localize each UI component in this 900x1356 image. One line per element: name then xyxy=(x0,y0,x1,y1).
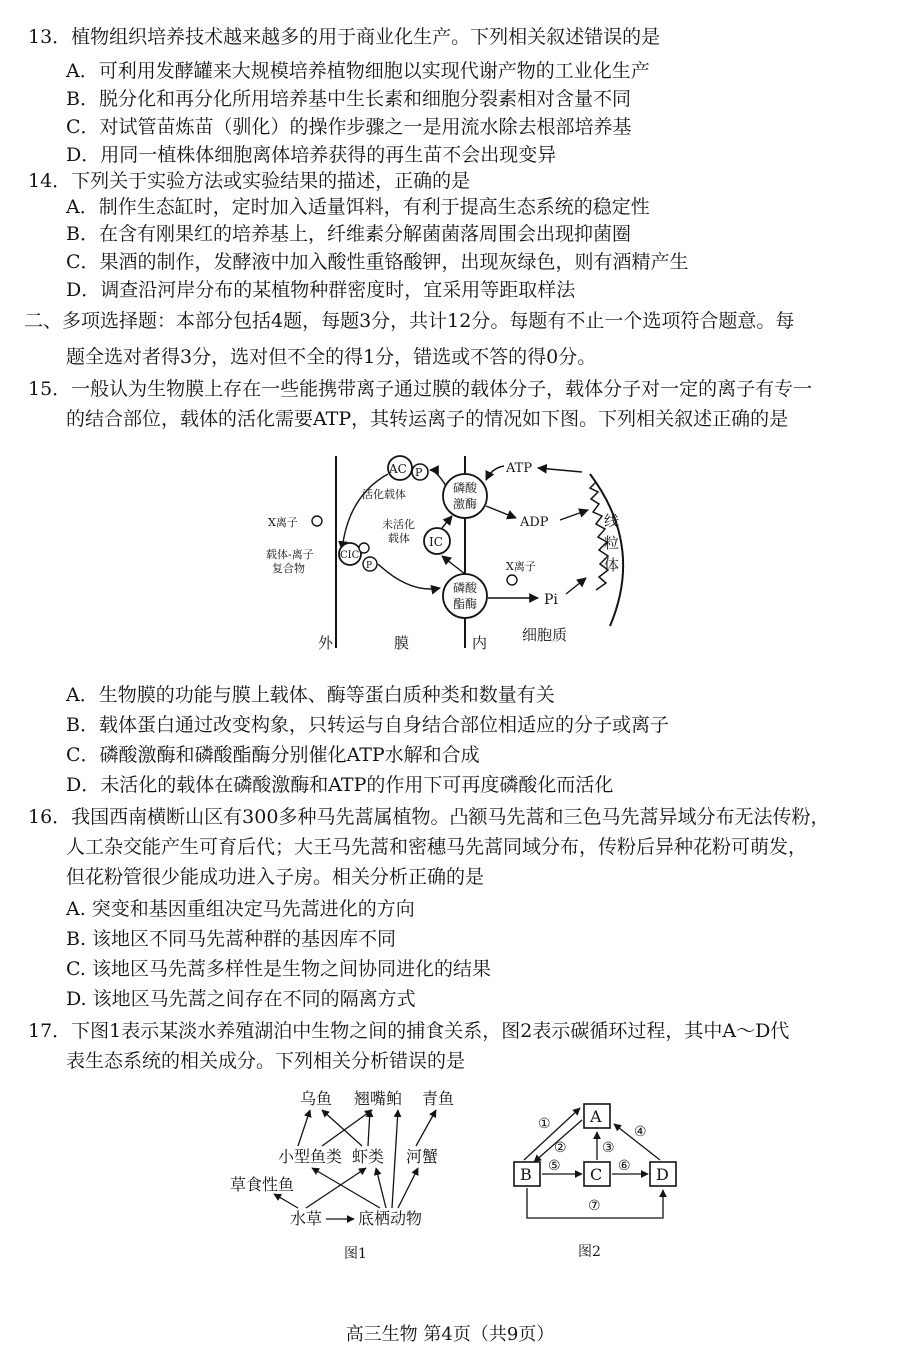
q13-stem: 13．植物组织培养技术越来越多的用于商业化生产。下列相关叙述错误的是 xyxy=(28,26,661,48)
esterase-label-2: 酯酶 xyxy=(453,597,478,611)
section2-heading-line1: 二、多项选择题：本部分包括4题，每题3分，共计12分。每题有不止一个选项符合题意。每 xyxy=(24,310,795,332)
q17-stem-line2: 表生态系统的相关成分。下列相关分析错误的是 xyxy=(66,1050,466,1072)
node-qingyu: 青鱼 xyxy=(422,1089,455,1108)
q15-option-d: D．未活化的载体在磷酸激酶和ATP的作用下可再度磷酸化而活化 xyxy=(66,774,614,796)
x-ion-inside-label: X离子 xyxy=(506,560,536,573)
q16-option-d: D. 该地区马先蒿之间存在不同的隔离方式 xyxy=(66,988,416,1010)
arrow-label-3: ③ xyxy=(602,1140,615,1156)
inactive-carrier-label-2: 载体 xyxy=(388,532,410,545)
q16-option-c: C. 该地区马先蒿多样性是生物之间协同进化的结果 xyxy=(66,958,491,980)
node-xialei: 虾类 xyxy=(352,1147,385,1166)
q16-stem-line1: 16．我国西南横断山区有300多种马先蒿属植物。凸额马先蒿和三色马先蒿异域分布无法传粉， xyxy=(28,806,830,828)
page-footer: 高三生物 第4页（共9页） xyxy=(345,1324,555,1345)
arrow-label-7: ⑦ xyxy=(588,1198,601,1214)
cic-p-label: P xyxy=(366,561,373,571)
complex-label-2: 复合物 xyxy=(272,562,305,575)
ac-label: AC xyxy=(389,462,407,476)
q15-option-c: C．磷酸激酶和磷酸酯酶分别催化ATP水解和合成 xyxy=(66,744,480,766)
q16-option-a: A. 突变和基因重组决定马先蒿进化的方向 xyxy=(66,898,415,920)
q15-option-a: A．生物膜的功能与膜上载体、酶等蛋白质种类和数量有关 xyxy=(66,684,555,706)
q14-option-a: A．制作生态缸时，定时加入适量饵料，有利于提高生态系统的稳定性 xyxy=(66,196,650,218)
q14-option-c: C．果酒的制作，发酵液中加入酸性重铬酸钾，出现灰绿色，则有酒精产生 xyxy=(66,251,689,273)
box-c: C xyxy=(590,1165,603,1184)
esterase-label-1: 磷酸 xyxy=(453,581,478,595)
q16-option-b: B. 该地区不同马先蒿种群的基因库不同 xyxy=(66,928,397,950)
q17-carbon-cycle-figure xyxy=(500,1090,700,1262)
arrow-label-1: ① xyxy=(538,1116,551,1132)
node-xiaoxingyu: 小型鱼类 xyxy=(278,1147,343,1166)
q14-option-b: B．在含有刚果红的培养基上，纤维素分解菌菌落周围会出现抑菌圈 xyxy=(66,223,631,245)
inside-label: 内 xyxy=(472,634,488,652)
atp-label: ATP xyxy=(506,461,533,476)
mito-label-1: 线 xyxy=(604,512,620,530)
q13-option-d: D．用同一植株体细胞离体培养获得的再生苗不会出现变异 xyxy=(66,144,557,166)
kinase-label-2: 激酶 xyxy=(453,497,478,511)
ac-p-label: P xyxy=(415,466,423,479)
node-wuyu: 乌鱼 xyxy=(300,1089,333,1108)
q16-stem-line2: 人工杂交能产生可育后代；大王马先蒿和密穗马先蒿同域分布，传粉后异种花粉可萌发， xyxy=(66,836,808,858)
membrane-label: 膜 xyxy=(394,634,410,652)
mito-label-3: 体 xyxy=(604,556,620,574)
kinase-label-1: 磷酸 xyxy=(453,481,478,495)
cic-label: CIC xyxy=(340,550,360,561)
q17-food-web-figure xyxy=(226,1082,476,1262)
node-qiaozuibo: 翘嘴鲌 xyxy=(354,1089,403,1108)
q14-stem: 14．下列关于实验方法或实验结果的描述，正确的是 xyxy=(28,170,471,192)
x-ion-outside-label: X离子 xyxy=(268,516,298,529)
arrow-label-5: ⑤ xyxy=(548,1158,561,1174)
q15-stem-line2: 的结合部位，载体的活化需要ATP，其转运离子的情况如下图。下列相关叙述正确的是 xyxy=(66,408,789,430)
mito-label-2: 粒 xyxy=(604,534,620,552)
outside-label: 外 xyxy=(318,634,334,652)
q15-stem-line1: 15．一般认为生物膜上存在一些能携带离子通过膜的载体分子，载体分子对一定的离子有专一 xyxy=(28,378,813,400)
fig2-caption: 图2 xyxy=(578,1244,601,1260)
activated-carrier-label: 活化载体 xyxy=(362,488,406,501)
inactive-carrier-label-1: 未活化 xyxy=(382,518,415,531)
q15-membrane-transport-figure xyxy=(260,446,650,662)
box-a: A xyxy=(590,1107,602,1126)
cytoplasm-label: 细胞质 xyxy=(522,626,568,644)
section2-heading-line2: 题全选对者得3分，选对但不全的得1分，错选或不答的得0分。 xyxy=(66,346,597,368)
ic-label: IC xyxy=(429,535,443,549)
q17-stem-line1: 17．下图1表示某淡水养殖湖泊中生物之间的捕食关系，图2表示碳循环过程，其中A～D代 xyxy=(28,1020,790,1042)
node-caoshi: 草食性鱼 xyxy=(230,1175,295,1194)
arrow-label-4: ④ xyxy=(634,1124,647,1140)
q15-option-b: B．载体蛋白通过改变构象，只转运与自身结合部位相适应的分子或离子 xyxy=(66,714,669,736)
arrow-label-2: ② xyxy=(554,1140,567,1156)
q14-option-d: D．调查沿河岸分布的某植物种群密度时，宜采用等距取样法 xyxy=(66,279,576,301)
arrow-label-6: ⑥ xyxy=(618,1158,631,1174)
fig1-caption: 图1 xyxy=(344,1246,367,1262)
q13-option-c: C．对试管苗炼苗（驯化）的操作步骤之一是用流水除去根部培养基 xyxy=(66,116,632,138)
node-shuicao: 水草 xyxy=(290,1209,323,1228)
q16-stem-line3: 但花粉管很少能成功进入子房。相关分析正确的是 xyxy=(66,866,485,888)
q13-option-b: B．脱分化和再分化所用培养基中生长素和细胞分裂素相对含量不同 xyxy=(66,88,631,110)
node-hexie: 河蟹 xyxy=(406,1147,439,1166)
adp-label: ADP xyxy=(520,515,549,530)
box-b: B xyxy=(520,1165,532,1184)
complex-label-1: 载体-离子 xyxy=(266,548,314,561)
node-diqi: 底栖动物 xyxy=(358,1209,423,1228)
box-d: D xyxy=(656,1165,669,1184)
q13-option-a: A．可利用发酵罐来大规模培养植物细胞以实现代谢产物的工业化生产 xyxy=(66,60,650,82)
pi-label: Pi xyxy=(544,592,558,608)
